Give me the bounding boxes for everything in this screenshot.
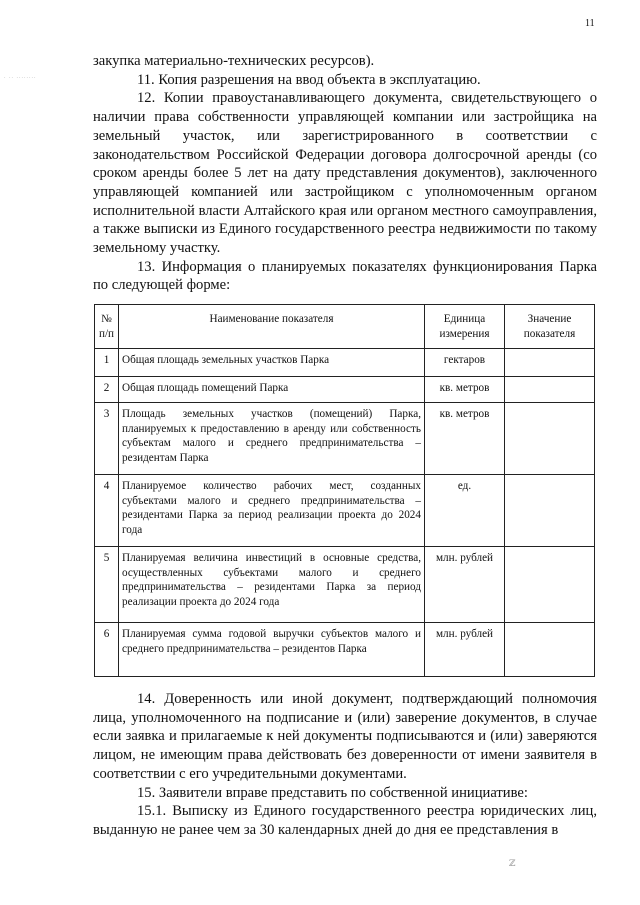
paragraph-item-14: 14. Доверенность или иной документ, подтверждающий полномочия лица, уполномоченного на подписание и (или) заверение документов, в случае если заявка и прилагаемые к ней документы подписываются и (или) заверяются лицом, не имеющим права действовать без доверенности от имени заявителя в соответствии с его учредительными документами. bbox=[93, 691, 597, 782]
table-header-row bbox=[95, 305, 595, 349]
paragraph-item-13: 13. Информация о планируемых показателях функционирования Парка по следующей форме: bbox=[93, 258, 597, 294]
paragraph-item-11: 11. Копия разрешения на ввод объекта в эксплуатацию. bbox=[137, 71, 481, 88]
row-indicator-name: Планируемая сумма годовой выручки субъектов малого и среднего предпринимательства – резидентов Парка bbox=[119, 623, 425, 677]
paragraph-item-15-1: 15.1. Выписку из Единого государственного реестра юридических лиц, выданную не ранее чем за 30 календарных дней до дня ее представления в bbox=[93, 803, 597, 838]
row-value-cell[interactable] bbox=[505, 623, 595, 677]
header-indicator-name: Наименование показателя bbox=[119, 305, 425, 349]
row-value-cell[interactable] bbox=[505, 475, 595, 547]
row-number: 3 bbox=[95, 403, 119, 475]
row-value-cell[interactable] bbox=[505, 349, 595, 377]
table-row bbox=[95, 475, 595, 547]
table-row bbox=[95, 377, 595, 403]
indicators-table bbox=[94, 304, 595, 677]
row-unit: млн. рублей bbox=[425, 547, 505, 623]
row-indicator-name: Планируемая величина инвестиций в основные средства, осуществленных субъектами малого и среднего предпринимательства – резидентами Парка за период реализации проекта до 2024 года bbox=[119, 547, 425, 623]
row-unit: кв. метров bbox=[425, 377, 505, 403]
row-number: 1 bbox=[95, 349, 119, 377]
table-row bbox=[95, 547, 595, 623]
row-indicator-name: Общая площадь помещений Парка bbox=[119, 377, 425, 403]
paragraph-continuation: закупка материально-технических ресурсов). bbox=[93, 53, 375, 69]
page-number: 11 bbox=[585, 18, 595, 29]
bottom-text-block bbox=[93, 690, 597, 840]
row-number: 6 bbox=[95, 623, 119, 677]
table-row bbox=[95, 403, 595, 475]
paragraph-item-12: 12. Копии правоустанавливающего документа, свидетельствующего о наличии права собственности управляющей компании или застройщика на земельный участок, или зарегистрированного в соответствии с законодательством Российской Федерации договора долгосрочной аренды (со сроком аренды более 5 лет на дату представления документов), заключенного управляющей компанией или застройщиком с уполномоченным органом исполнительной власти Алтайского края или органом местного самоуправления, а также выписки из Единого государственного реестра недвижимости по такому земельному участку. bbox=[93, 90, 597, 257]
header-unit: Единица измерения bbox=[425, 305, 505, 349]
top-text-block bbox=[93, 52, 597, 295]
row-number: 5 bbox=[95, 547, 119, 623]
footer-scan-mark: ℤ bbox=[509, 858, 516, 868]
header-number: № п/п bbox=[95, 305, 119, 349]
row-indicator-name: Площадь земельных участков (помещений) Парка, планируемых к предоставлению в аренду или собственность субъектам малого и среднего предпринимательства – резидентам Парка bbox=[119, 403, 425, 475]
header-value: Значение показателя bbox=[505, 305, 595, 349]
paragraph-item-15: 15. Заявители вправе представить по собственной инициативе: bbox=[137, 784, 528, 801]
row-value-cell[interactable] bbox=[505, 547, 595, 623]
row-indicator-name: Планируемое количество рабочих мест, созданных субъектами малого и среднего предпринимательства – резидентами Парка за период реализации проекта до 2024 года bbox=[119, 475, 425, 547]
row-unit: кв. метров bbox=[425, 403, 505, 475]
row-unit: млн. рублей bbox=[425, 623, 505, 677]
row-unit: ед. bbox=[425, 475, 505, 547]
row-value-cell[interactable] bbox=[505, 377, 595, 403]
table-row bbox=[95, 349, 595, 377]
row-number: 2 bbox=[95, 377, 119, 403]
row-unit: гектаров bbox=[425, 349, 505, 377]
row-indicator-name: Общая площадь земельных участков Парка bbox=[119, 349, 425, 377]
row-number: 4 bbox=[95, 475, 119, 547]
margin-scan-mark: . .. ........ bbox=[4, 74, 37, 80]
table-row bbox=[95, 623, 595, 677]
row-value-cell[interactable] bbox=[505, 403, 595, 475]
